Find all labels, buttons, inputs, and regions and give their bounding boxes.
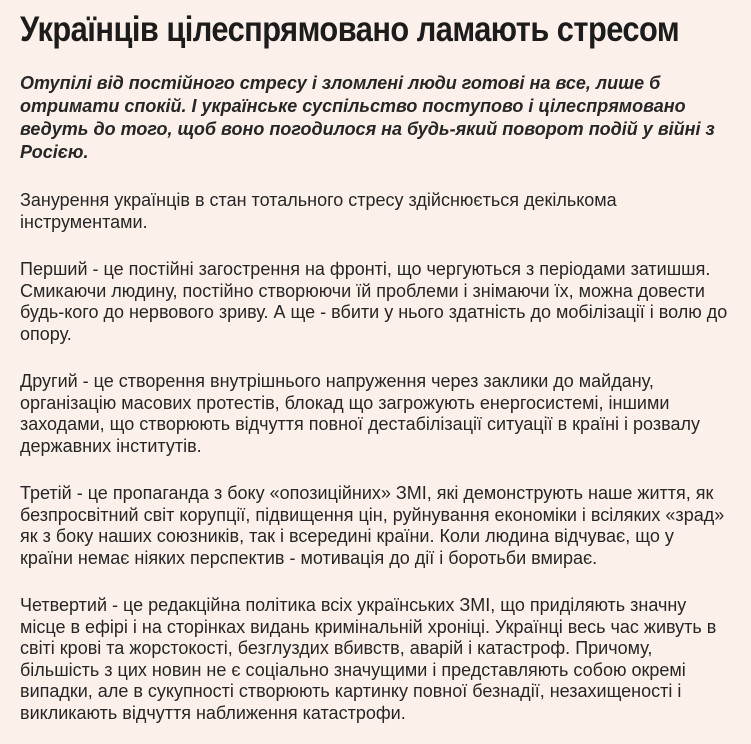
article-paragraph-third: Третій - це пропаганда з боку «опозиційних» ЗМІ, які демонструють наше життя, як безпросвітний світ корупції, підвищення цін, руйнування економіки і всіляких «зрад» як з боку наших союзників, так і всередині країни. Коли людина відчуває, що у країни немає ніяких перспектив - мотивація до дії і боротьби вмирає. bbox=[20, 483, 725, 568]
article-lede: Отупілі від постійного стресу і зломлені люди готові на все, лише б отримати спокій. І українське суспільство поступово і цілеспрямовано ведуть до того, щоб воно погодилося на будь-який поворот подій у війні з Росією. bbox=[20, 73, 715, 163]
article-title: Українців цілеспрямовано ламають стресом bbox=[20, 10, 680, 49]
article-paragraph-fourth: Четвертий - це редакційна політика всіх українських ЗМІ, що приділяють значну місце в ефірі і на сторінках видань кримінальній хроніці. Українці весь час живуть в світі крові та жорстокості, безглуздих вбивств, аварій і катастроф. Причому, більшість з цих новин не є соціально значущими і представляють собою окремі випадки, але в сукупності створюють картинку повної безнадії, незахищеності і викликають відчуття наближення катастрофи. bbox=[20, 595, 717, 723]
article-paragraph-instruments: Занурення українців в стан тотального стресу здійснюється декількома інструментами. bbox=[20, 190, 617, 232]
article-paragraph-first: Перший - це постійні загострення на фронті, що чергуються з періодами затишшя. Смикаючи людину, постійно створюючи їй проблеми і знімаючи їх, можна довести будь-кого до нервового зриву. А ще - вбити у нього здатність до мобілізації і волю до опору. bbox=[20, 259, 728, 344]
article-paragraph-second: Другий - це створення внутрішнього напруження через заклики до майдану, організацію масових протестів, блокад що загрожують енергосистемі, іншими заходами, що створюють відчуття повної дестабілізації ситуації в країні і розвалу державних інститутів. bbox=[20, 371, 700, 456]
